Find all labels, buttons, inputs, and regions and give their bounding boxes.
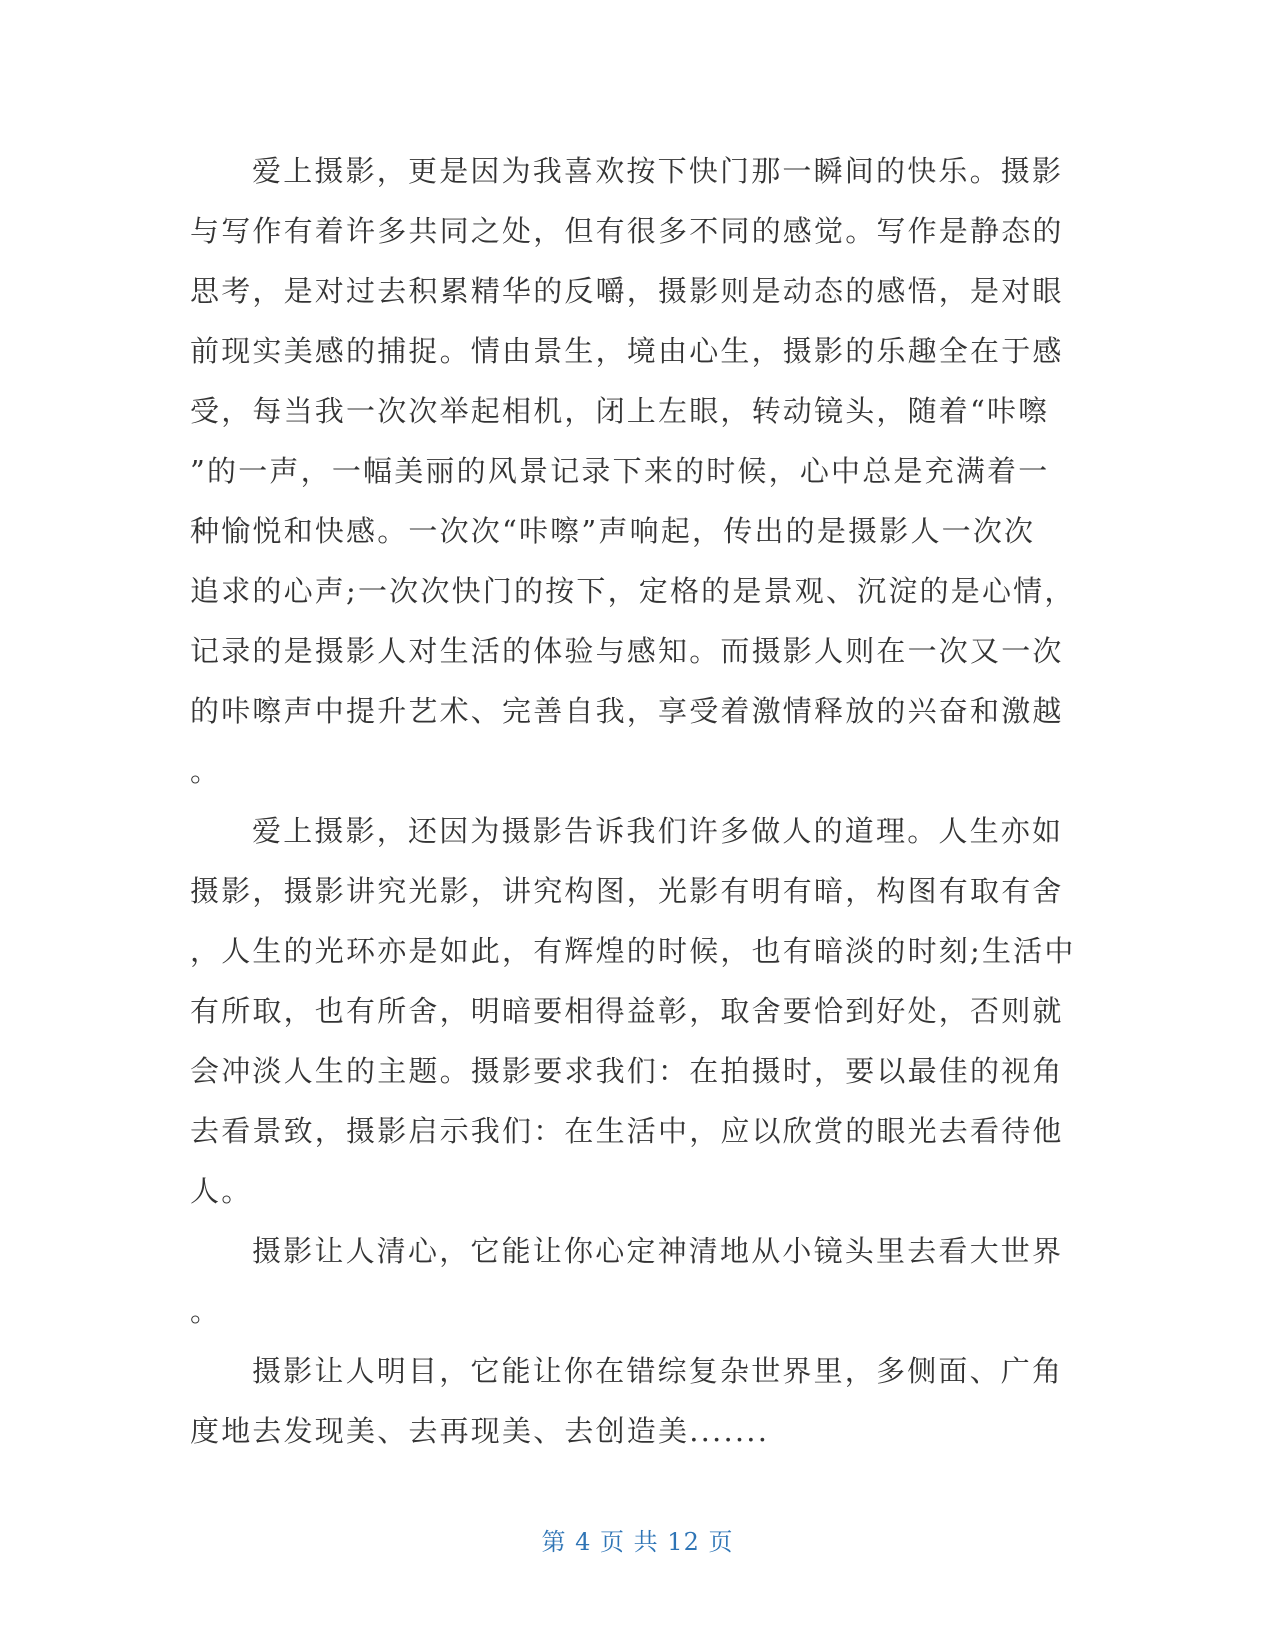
text-line: 爱上摄影，还因为摄影告诉我们许多做人的道理。人生亦如	[252, 814, 1064, 848]
text-line: 记录的是摄影人对生活的体验与感知。而摄影人则在一次又一次	[190, 634, 1064, 668]
text-line: 摄影让人清心，它能让你心定神清地从小镜头里去看大世界	[252, 1234, 1064, 1268]
text-line: 受，每当我一次次举起相机，闭上左眼，转动镜头，随着“咔嚓	[190, 394, 1050, 428]
text-line: 的咔嚓声中提升艺术、完善自我，享受着激情释放的兴奋和激越	[190, 694, 1064, 728]
text-line: 人。	[190, 1174, 253, 1208]
text-line: 有所取，也有所舍，明暗要相得益彰，取舍要恰到好处，否则就	[190, 994, 1064, 1028]
body-text	[190, 141, 1076, 1461]
text-line: 追求的心声;一次次快门的按下，定格的是景观、沉淀的是心情，	[190, 574, 1076, 608]
text-line: 思考，是对过去积累精华的反嚼，摄影则是动态的感悟，是对眼	[190, 274, 1064, 308]
text-line: 种愉悦和快感。一次次“咔嚓”声响起，传出的是摄影人一次次	[190, 514, 1036, 548]
text-line: 与写作有着许多共同之处，但有很多不同的感觉。写作是静态的	[190, 214, 1064, 248]
text-line: 度地去发现美、去再现美、去创造美.......	[190, 1414, 770, 1448]
text-line: 摄影，摄影讲究光影，讲究构图，光影有明有暗，构图有取有舍	[190, 874, 1064, 908]
text-line: ”的一声，一幅美丽的风景记录下来的时候，心中总是充满着一	[190, 454, 1050, 488]
text-line: 。	[190, 1294, 222, 1328]
text-line: 前现实美感的捕捉。情由景生，境由心生，摄影的乐趣全在于感	[190, 334, 1064, 368]
text-line: 。	[190, 754, 222, 788]
text-line: 去看景致，摄影启示我们：在生活中，应以欣赏的眼光去看待他	[190, 1114, 1064, 1148]
text-line: ，人生的光环亦是如此，有辉煌的时候，也有暗淡的时刻;生活中	[190, 934, 1076, 968]
text-line: 摄影让人明目，它能让你在错综复杂世界里，多侧面、广角	[252, 1354, 1064, 1388]
text-line: 爱上摄影，更是因为我喜欢按下快门那一瞬间的快乐。摄影	[252, 154, 1064, 188]
text-line: 会冲淡人生的主题。摄影要求我们：在拍摄时，要以最佳的视角	[190, 1054, 1064, 1088]
page-number-footer: 第 4 页 共 12 页	[541, 1528, 734, 1556]
